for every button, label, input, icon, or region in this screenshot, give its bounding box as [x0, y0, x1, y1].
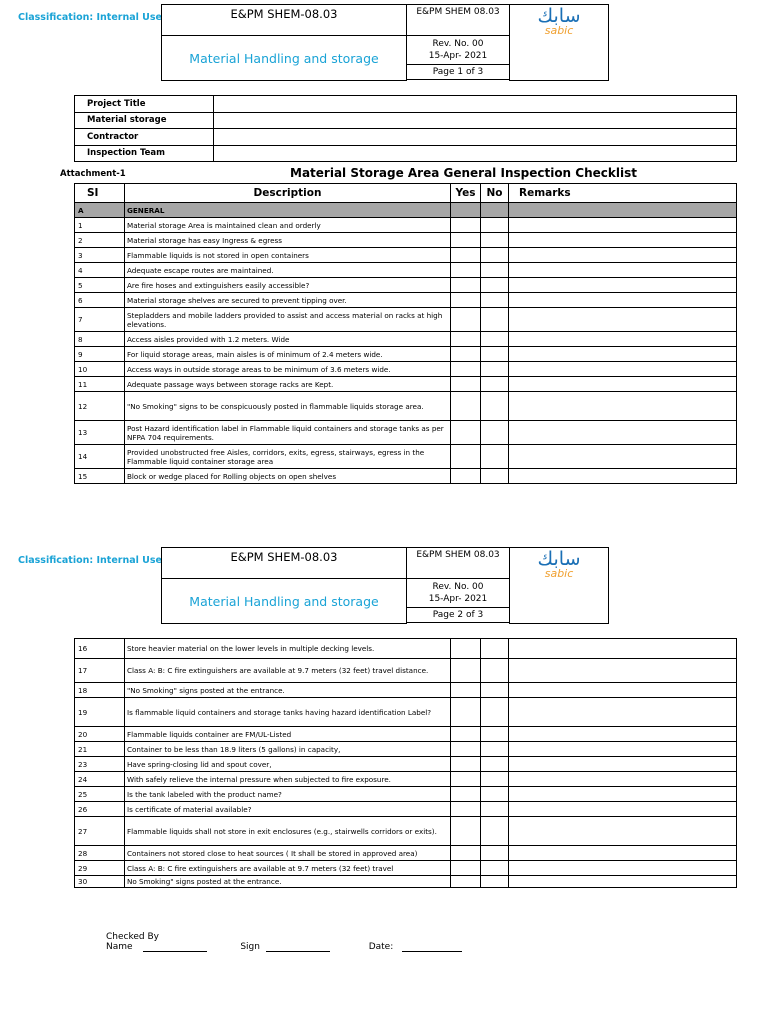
checklist-item-text: Material storage has easy Ingress & egress [125, 233, 451, 248]
checklist-row [75, 421, 737, 445]
checklist-item-text: Adequate passage ways between storage racks are Kept. [125, 377, 451, 392]
sabic-logo [510, 5, 609, 81]
doc-ref: E&PM SHEM 08.03 [407, 548, 510, 579]
logo-english-text: sabic [544, 24, 574, 37]
remarks-cell[interactable] [509, 876, 737, 888]
yes-checkbox-cell[interactable] [451, 293, 481, 308]
checklist-item-number: 19 [75, 698, 125, 727]
checklist-row [75, 308, 737, 332]
project-field-value[interactable] [214, 129, 737, 146]
checklist-row [75, 659, 737, 683]
name-field[interactable] [143, 951, 207, 952]
doc-ref: E&PM SHEM 08.03 [407, 5, 510, 36]
checklist-item-text: Material storage shelves are secured to prevent tipping over. [125, 293, 451, 308]
checklist-item-number: 13 [75, 421, 125, 445]
checklist-item-number: 28 [75, 846, 125, 861]
date-label: Date: [368, 942, 394, 952]
no-checkbox-cell[interactable] [481, 817, 509, 846]
remarks-cell[interactable] [509, 308, 737, 332]
checklist-row [75, 742, 737, 757]
checklist-item-number: 21 [75, 742, 125, 757]
checklist-item-text: "No Smoking" signs posted at the entrance. [125, 683, 451, 698]
no-checkbox-cell[interactable] [481, 469, 509, 484]
checklist-item-text: Have spring-closing lid and spout cover, [125, 757, 451, 772]
no-checkbox-cell[interactable] [481, 332, 509, 347]
yes-checkbox-cell[interactable] [451, 248, 481, 263]
checked-by-label: Checked By [106, 932, 159, 942]
logo-arabic-text: سابك [537, 548, 581, 570]
section-row [75, 203, 737, 218]
checklist-row [75, 683, 737, 698]
rev-date [407, 36, 510, 65]
remarks-cell[interactable] [509, 659, 737, 683]
checklist-row [75, 293, 737, 308]
checklist-title: Material Storage Area General Inspection Checklist [290, 166, 637, 180]
remarks-cell[interactable] [509, 817, 737, 846]
remarks-cell[interactable] [509, 362, 737, 377]
checklist-item-number: 4 [75, 263, 125, 278]
remarks-cell[interactable] [509, 421, 737, 445]
logo-arabic-text: سابك [537, 5, 581, 27]
attachment-label: Attachment-1 [60, 169, 126, 179]
col-si: SI [75, 184, 125, 203]
yes-checkbox-cell[interactable] [451, 233, 481, 248]
remarks-cell[interactable] [509, 742, 737, 757]
no-checkbox-cell[interactable] [481, 233, 509, 248]
remarks-cell[interactable] [509, 469, 737, 484]
no-checkbox-cell[interactable] [481, 742, 509, 757]
checklist-item-text: No Smoking" signs posted at the entrance. [125, 876, 451, 888]
yes-checkbox-cell[interactable] [451, 861, 481, 876]
yes-checkbox-cell[interactable] [451, 698, 481, 727]
doc-code: E&PM SHEM-08.03 [162, 548, 407, 579]
checklist-item-number: 15 [75, 469, 125, 484]
remarks-cell[interactable] [509, 802, 737, 817]
checklist-item-text: For liquid storage areas, main aisles is of minimum of 2.4 meters wide. [125, 347, 451, 362]
yes-checkbox-cell[interactable] [451, 742, 481, 757]
checklist-item-number: 6 [75, 293, 125, 308]
no-checkbox-cell[interactable] [481, 445, 509, 469]
checklist-item-number: 14 [75, 445, 125, 469]
checklist-item-text: Store heavier material on the lower levels in multiple decking levels. [125, 639, 451, 659]
section-name: GENERAL [125, 203, 451, 218]
no-checkbox-cell[interactable] [481, 218, 509, 233]
yes-checkbox-cell[interactable] [451, 218, 481, 233]
checklist-item-number: 8 [75, 332, 125, 347]
no-checkbox-cell[interactable] [481, 278, 509, 293]
checklist-item-text: Class A: B: C fire extinguishers are available at 9.7 meters (32 feet) travel [125, 861, 451, 876]
yes-checkbox-cell[interactable] [451, 362, 481, 377]
checklist-item-number: 26 [75, 802, 125, 817]
checklist-item-text: "No Smoking" signs to be conspicuously posted in flammable liquids storage area. [125, 392, 451, 421]
logo-english-text: sabic [544, 567, 574, 580]
remarks-cell[interactable] [509, 846, 737, 861]
checklist-row [75, 233, 737, 248]
sabic-logo [510, 548, 609, 624]
checklist-item-text: Block or wedge placed for Rolling objects on open shelves [125, 469, 451, 484]
doc-title: Material Handling and storage [162, 579, 407, 624]
no-checkbox-cell[interactable] [481, 698, 509, 727]
no-checkbox-cell[interactable] [481, 293, 509, 308]
checklist-item-number: 11 [75, 377, 125, 392]
yes-checkbox-cell[interactable] [451, 332, 481, 347]
checklist-row [75, 278, 737, 293]
checklist-row [75, 861, 737, 876]
remarks-cell[interactable] [509, 683, 737, 698]
checklist-item-number: 25 [75, 787, 125, 802]
remarks-cell[interactable] [509, 392, 737, 421]
yes-checkbox-cell[interactable] [451, 787, 481, 802]
checklist-row [75, 846, 737, 861]
checklist-item-number: 1 [75, 218, 125, 233]
checklist-item-number: 10 [75, 362, 125, 377]
checklist-row [75, 639, 737, 659]
document-header [161, 4, 609, 81]
checklist-item-number: 9 [75, 347, 125, 362]
signoff-footer [106, 932, 462, 952]
rev-date-value: 15-Apr- 2021 [428, 594, 488, 604]
rev-date-value: 15-Apr- 2021 [428, 51, 488, 61]
project-field-label: Inspection Team [75, 145, 214, 162]
yes-checkbox-cell[interactable] [451, 727, 481, 742]
checklist-item-number: 23 [75, 757, 125, 772]
no-checkbox-cell[interactable] [481, 377, 509, 392]
no-checkbox-cell[interactable] [481, 876, 509, 888]
remarks-cell[interactable] [509, 445, 737, 469]
checklist-item-number: 7 [75, 308, 125, 332]
remarks-cell[interactable] [509, 347, 737, 362]
yes-checkbox-cell[interactable] [451, 817, 481, 846]
yes-checkbox-cell[interactable] [451, 876, 481, 888]
sign-field[interactable] [266, 951, 330, 952]
checklist-row [75, 347, 737, 362]
checklist-item-number: 5 [75, 278, 125, 293]
remarks-cell[interactable] [509, 757, 737, 772]
checklist-row [75, 817, 737, 846]
checklist-item-number: 2 [75, 233, 125, 248]
remarks-cell[interactable] [509, 293, 737, 308]
yes-checkbox-cell[interactable] [451, 445, 481, 469]
yes-checkbox-cell[interactable] [451, 308, 481, 332]
classification-label: Classification: Internal Use [18, 12, 162, 23]
no-checkbox-cell[interactable] [481, 772, 509, 787]
yes-checkbox-cell[interactable] [451, 263, 481, 278]
no-checkbox-cell[interactable] [481, 802, 509, 817]
checklist-row [75, 757, 737, 772]
no-checkbox-cell[interactable] [481, 727, 509, 742]
no-checkbox-cell[interactable] [481, 362, 509, 377]
project-field-label: Project Title [75, 96, 214, 113]
rev-date [407, 579, 510, 608]
column-header-row [75, 184, 737, 203]
remarks-cell[interactable] [509, 263, 737, 278]
checklist-item-text: Is certificate of material available? [125, 802, 451, 817]
sign-label: Sign [240, 942, 260, 952]
yes-checkbox-cell[interactable] [451, 802, 481, 817]
rev-number: Rev. No. 00 [432, 582, 484, 592]
project-row [75, 96, 737, 113]
yes-checkbox-cell[interactable] [451, 278, 481, 293]
checklist-table-page2 [74, 638, 737, 888]
page-number: Page 1 of 3 [407, 65, 510, 80]
doc-code: E&PM SHEM-08.03 [162, 5, 407, 36]
checklist-row [75, 218, 737, 233]
checklist-item-text: Containers not stored close to heat sources ( It shall be stored in approved area) [125, 846, 451, 861]
checklist-row [75, 332, 737, 347]
checklist-item-text: Is the tank labeled with the product name? [125, 787, 451, 802]
remarks-cell[interactable] [509, 772, 737, 787]
checklist-row [75, 772, 737, 787]
col-no: No [481, 184, 509, 203]
checklist-row [75, 802, 737, 817]
remarks-cell[interactable] [509, 787, 737, 802]
checklist-row [75, 377, 737, 392]
col-description: Description [125, 184, 451, 203]
no-checkbox-cell[interactable] [481, 846, 509, 861]
checklist-item-text: Stepladders and mobile ladders provided to assist and access material on racks at high elevations. [125, 308, 451, 332]
no-checkbox-cell[interactable] [481, 659, 509, 683]
checklist-row [75, 698, 737, 727]
checklist-row [75, 248, 737, 263]
checklist-item-number: 20 [75, 727, 125, 742]
checklist-item-number: 30 [75, 876, 125, 888]
checklist-item-text: Are fire hoses and extinguishers easily accessible? [125, 278, 451, 293]
classification-label-page2: Classification: Internal Use [18, 555, 162, 566]
checklist-item-number: 18 [75, 683, 125, 698]
rev-number: Rev. No. 00 [432, 39, 484, 49]
project-field-label: Contractor [75, 129, 214, 146]
yes-checkbox-cell[interactable] [451, 757, 481, 772]
remarks-cell[interactable] [509, 861, 737, 876]
checklist-row [75, 362, 737, 377]
checklist-item-text: Is flammable liquid containers and storage tanks having hazard identification Label? [125, 698, 451, 727]
project-row [75, 112, 737, 129]
no-checkbox-cell[interactable] [481, 861, 509, 876]
checklist-table-page1 [74, 183, 737, 484]
remarks-cell[interactable] [509, 377, 737, 392]
checklist-row [75, 445, 737, 469]
col-yes: Yes [451, 184, 481, 203]
remarks-cell[interactable] [509, 218, 737, 233]
checklist-item-text: With safely relieve the internal pressure when subjected to fire exposure. [125, 772, 451, 787]
yes-checkbox-cell[interactable] [451, 377, 481, 392]
checklist-item-text: Container to be less than 18.9 liters (5 gallons) in capacity, [125, 742, 451, 757]
project-field-value[interactable] [214, 112, 737, 129]
col-remarks: Remarks [509, 184, 737, 203]
yes-checkbox-cell[interactable] [451, 347, 481, 362]
yes-checkbox-cell[interactable] [451, 846, 481, 861]
document-header-page2 [161, 547, 609, 624]
doc-title: Material Handling and storage [162, 36, 407, 81]
no-checkbox-cell[interactable] [481, 248, 509, 263]
checklist-item-number: 24 [75, 772, 125, 787]
checklist-item-number: 29 [75, 861, 125, 876]
checklist-item-text: Provided unobstructed free Aisles, corridors, exits, egress, stairways, egress in the Flammable liquid container storage area [125, 445, 451, 469]
remarks-cell[interactable] [509, 698, 737, 727]
page-number: Page 2 of 3 [407, 608, 510, 623]
checklist-row [75, 727, 737, 742]
checklist-row [75, 469, 737, 484]
remarks-cell[interactable] [509, 278, 737, 293]
remarks-cell[interactable] [509, 639, 737, 659]
checklist-item-number: 27 [75, 817, 125, 846]
no-checkbox-cell[interactable] [481, 263, 509, 278]
checklist-item-text: Class A: B: C fire extinguishers are available at 9.7 meters (32 feet) travel distance. [125, 659, 451, 683]
no-checkbox-cell[interactable] [481, 683, 509, 698]
no-checkbox-cell[interactable] [481, 347, 509, 362]
no-checkbox-cell[interactable] [481, 757, 509, 772]
checklist-item-number: 3 [75, 248, 125, 263]
yes-checkbox-cell[interactable] [451, 469, 481, 484]
checklist-item-text: Material storage Area is maintained clean and orderly [125, 218, 451, 233]
remarks-cell[interactable] [509, 233, 737, 248]
checklist-item-text: Access ways in outside storage areas to be minimum of 3.6 meters wide. [125, 362, 451, 377]
project-row [75, 145, 737, 162]
checklist-row [75, 263, 737, 278]
no-checkbox-cell[interactable] [481, 308, 509, 332]
checklist-item-number: 17 [75, 659, 125, 683]
checklist-item-text: Flammable liquids shall not store in exit enclosures (e.g., stairwells corridors or exits). [125, 817, 451, 846]
yes-checkbox-cell[interactable] [451, 659, 481, 683]
project-field-value[interactable] [214, 96, 737, 113]
yes-checkbox-cell[interactable] [451, 639, 481, 659]
checklist-item-text: Flammable liquids container are FM/UL-Listed [125, 727, 451, 742]
checklist-item-text: Adequate escape routes are maintained. [125, 263, 451, 278]
checklist-item-text: Flammable liquids is not stored in open containers [125, 248, 451, 263]
yes-checkbox-cell[interactable] [451, 392, 481, 421]
no-checkbox-cell[interactable] [481, 787, 509, 802]
name-label: Name [106, 942, 133, 952]
no-checkbox-cell[interactable] [481, 421, 509, 445]
remarks-cell[interactable] [509, 727, 737, 742]
checklist-row [75, 392, 737, 421]
remarks-cell[interactable] [509, 332, 737, 347]
date-field[interactable] [402, 951, 462, 952]
checklist-item-number: 12 [75, 392, 125, 421]
yes-checkbox-cell[interactable] [451, 772, 481, 787]
checklist-item-text: Access aisles provided with 1.2 meters. Wide [125, 332, 451, 347]
checklist-row [75, 876, 737, 888]
no-checkbox-cell[interactable] [481, 639, 509, 659]
no-checkbox-cell[interactable] [481, 392, 509, 421]
yes-checkbox-cell[interactable] [451, 683, 481, 698]
yes-checkbox-cell[interactable] [451, 421, 481, 445]
checklist-row [75, 787, 737, 802]
remarks-cell[interactable] [509, 248, 737, 263]
checklist-item-text: Post Hazard identification label in Flammable liquid containers and storage tanks as per NFPA 704 requirements. [125, 421, 451, 445]
checklist-item-number: 16 [75, 639, 125, 659]
project-row [75, 129, 737, 146]
project-field-value[interactable] [214, 145, 737, 162]
project-field-label: Material storage [75, 112, 214, 129]
project-info-table [74, 95, 737, 162]
section-code: A [75, 203, 125, 218]
